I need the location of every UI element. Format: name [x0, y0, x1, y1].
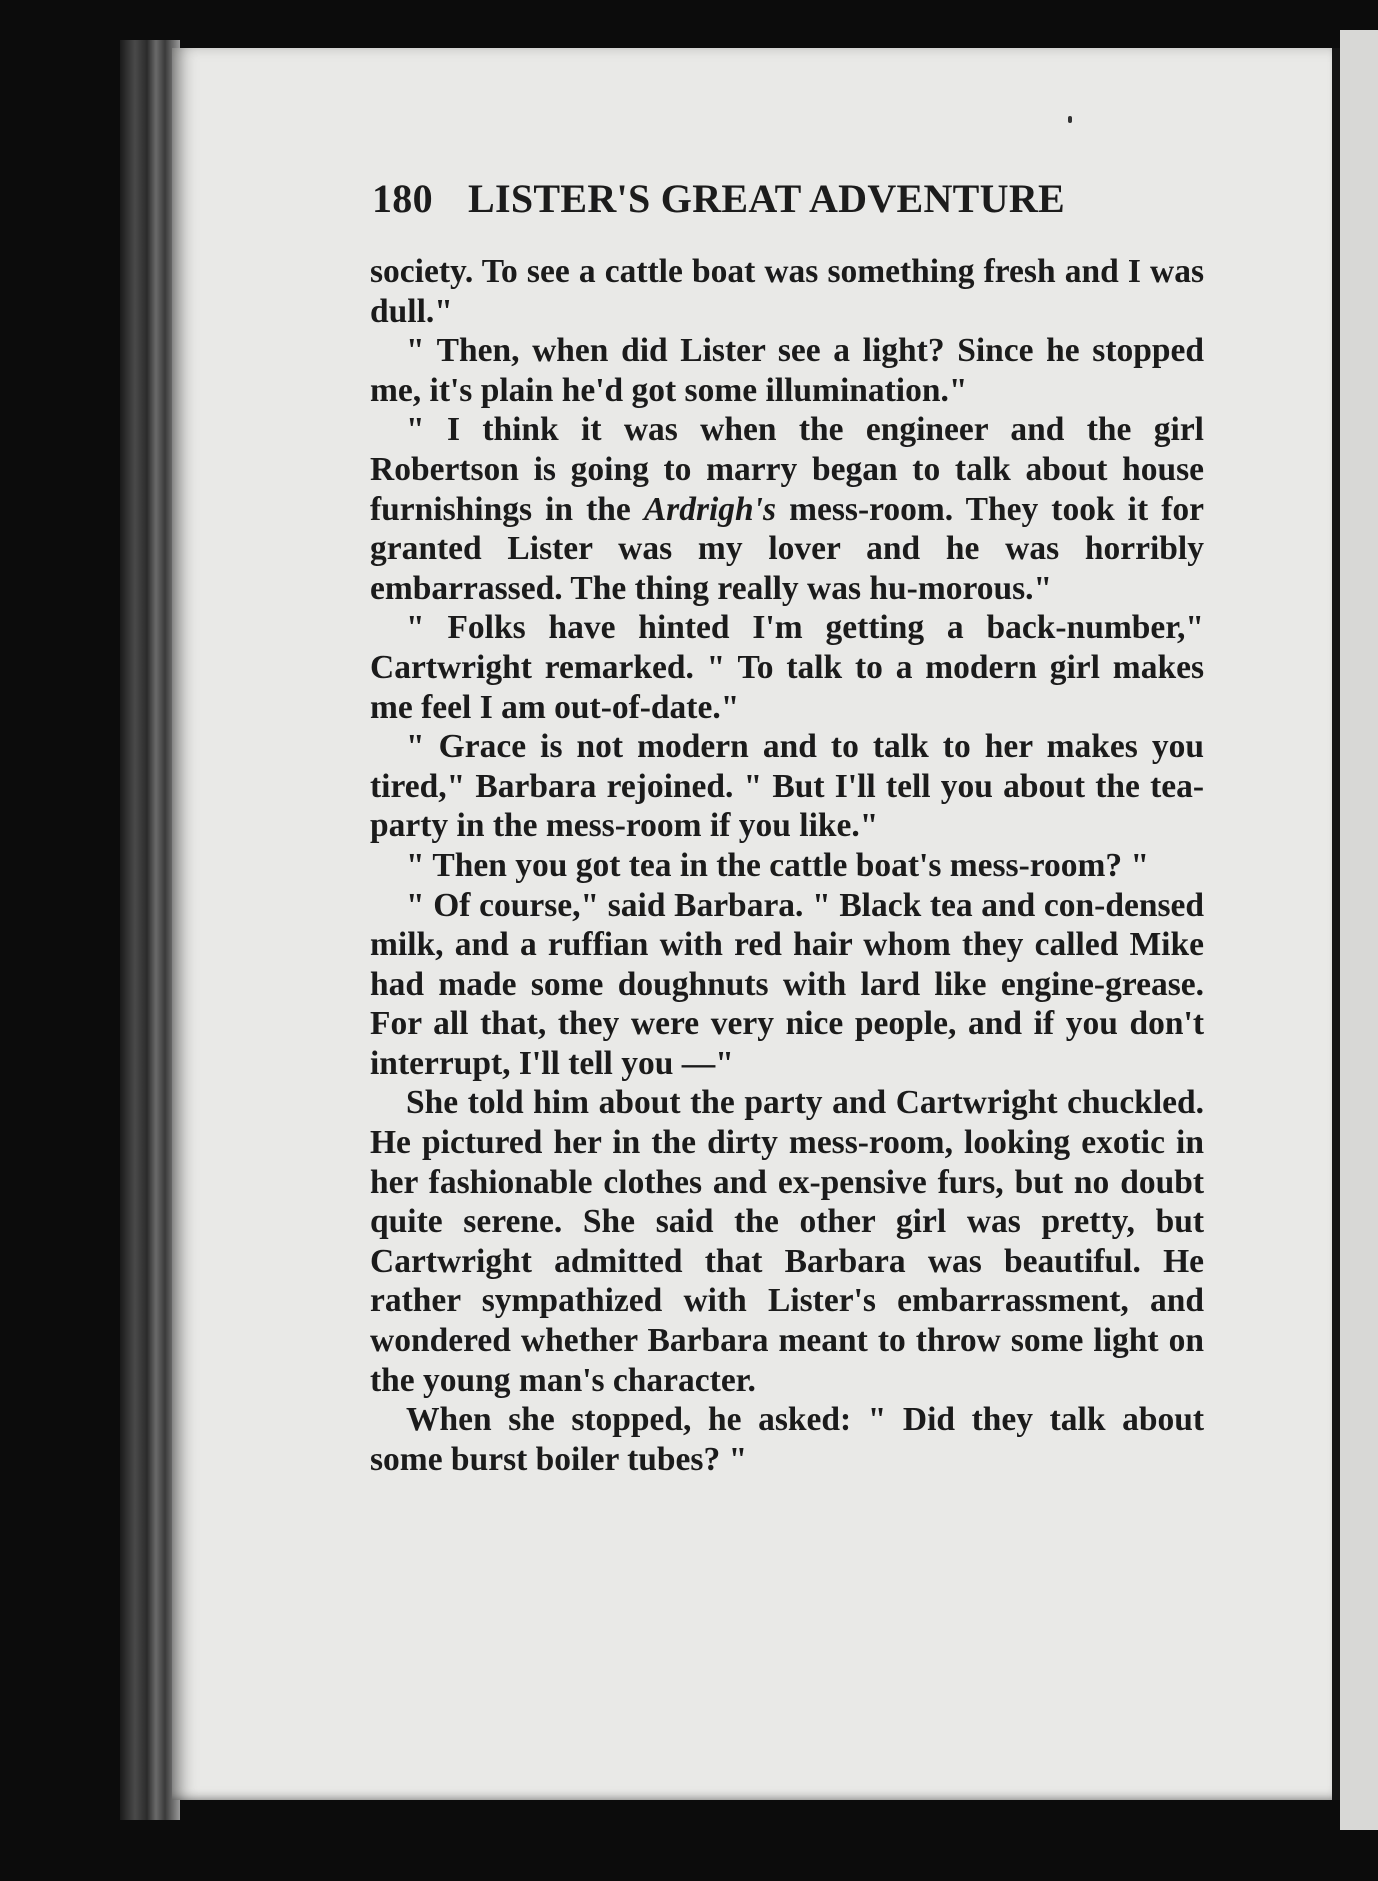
paragraph-1 [370, 252, 1204, 331]
book-spine-binding [120, 40, 180, 1820]
paragraph-text: society. To see a cattle boat was something fresh and I was dull." [370, 253, 1204, 330]
paragraph-5 [370, 727, 1204, 846]
ship-name-italic: Ardrigh's [643, 490, 777, 528]
paragraph-text: " Folks have hinted I'm getting a back-number," Cartwright remarked. " To talk to a modern girl makes me feel I am out-of-date." [370, 609, 1204, 726]
paragraph-text: " Then, when did Lister see a light? Since he stopped me, it's plain he'd got some illumination." [370, 332, 1204, 409]
page-body-text [370, 252, 1204, 1479]
paragraph-text: " I think it was when the engineer and the girl Robertson is going to marry began to talk about house furnishings in the [370, 411, 1204, 528]
paragraph-6 [370, 846, 1204, 886]
paragraph-text: " Then you got tea in the cattle boat's mess-room? " [406, 846, 1150, 884]
paragraph-2 [370, 331, 1204, 410]
paragraph-3 [370, 410, 1204, 608]
adjacent-page-edge [1340, 30, 1378, 1830]
paragraph-9 [370, 1400, 1204, 1479]
paragraph-7 [370, 886, 1204, 1084]
paragraph-text: When she stopped, he asked: " Did they talk about some burst boiler tubes? " [370, 1401, 1204, 1478]
running-title: LISTER'S GREAT ADVENTURE [468, 176, 1066, 221]
paragraph-text: She told him about the party and Cartwright chuckled. He pictured her in the dirty mess-room, looking exotic in her fashionable clothes and ex-pensive furs, but no doubt quite serene. She said the other girl was pretty, but Cartwright admitted that Barbara was beautiful. He rather sympathized with Lister's embarrassment, and wondered whether Barbara meant to throw some light on the young man's character. [370, 1084, 1204, 1399]
paragraph-text: " Grace is not modern and to talk to her makes you tired," Barbara rejoined. " But I'll tell you about the tea-party in the mess-room if you like." [370, 728, 1204, 845]
paragraph-text: mess-room. They took it for granted Lister was my lover and he was horribly embarrassed. The thing really was hu-morous." [370, 490, 1204, 607]
paragraph-text: " Of course," said Barbara. " Black tea and con-densed milk, and a ruffian with red hair whom they called Mike had made some doughnuts with lard like engine-grease. For all that, they were very nice people, and if you don't interrupt, I'll tell you —" [370, 886, 1204, 1082]
running-header [372, 175, 1212, 222]
page-number: 180 [372, 176, 433, 221]
paragraph-8 [370, 1083, 1204, 1400]
page-gutter-shadow [1332, 48, 1340, 1800]
ink-speck [1068, 116, 1072, 123]
paragraph-4 [370, 608, 1204, 727]
